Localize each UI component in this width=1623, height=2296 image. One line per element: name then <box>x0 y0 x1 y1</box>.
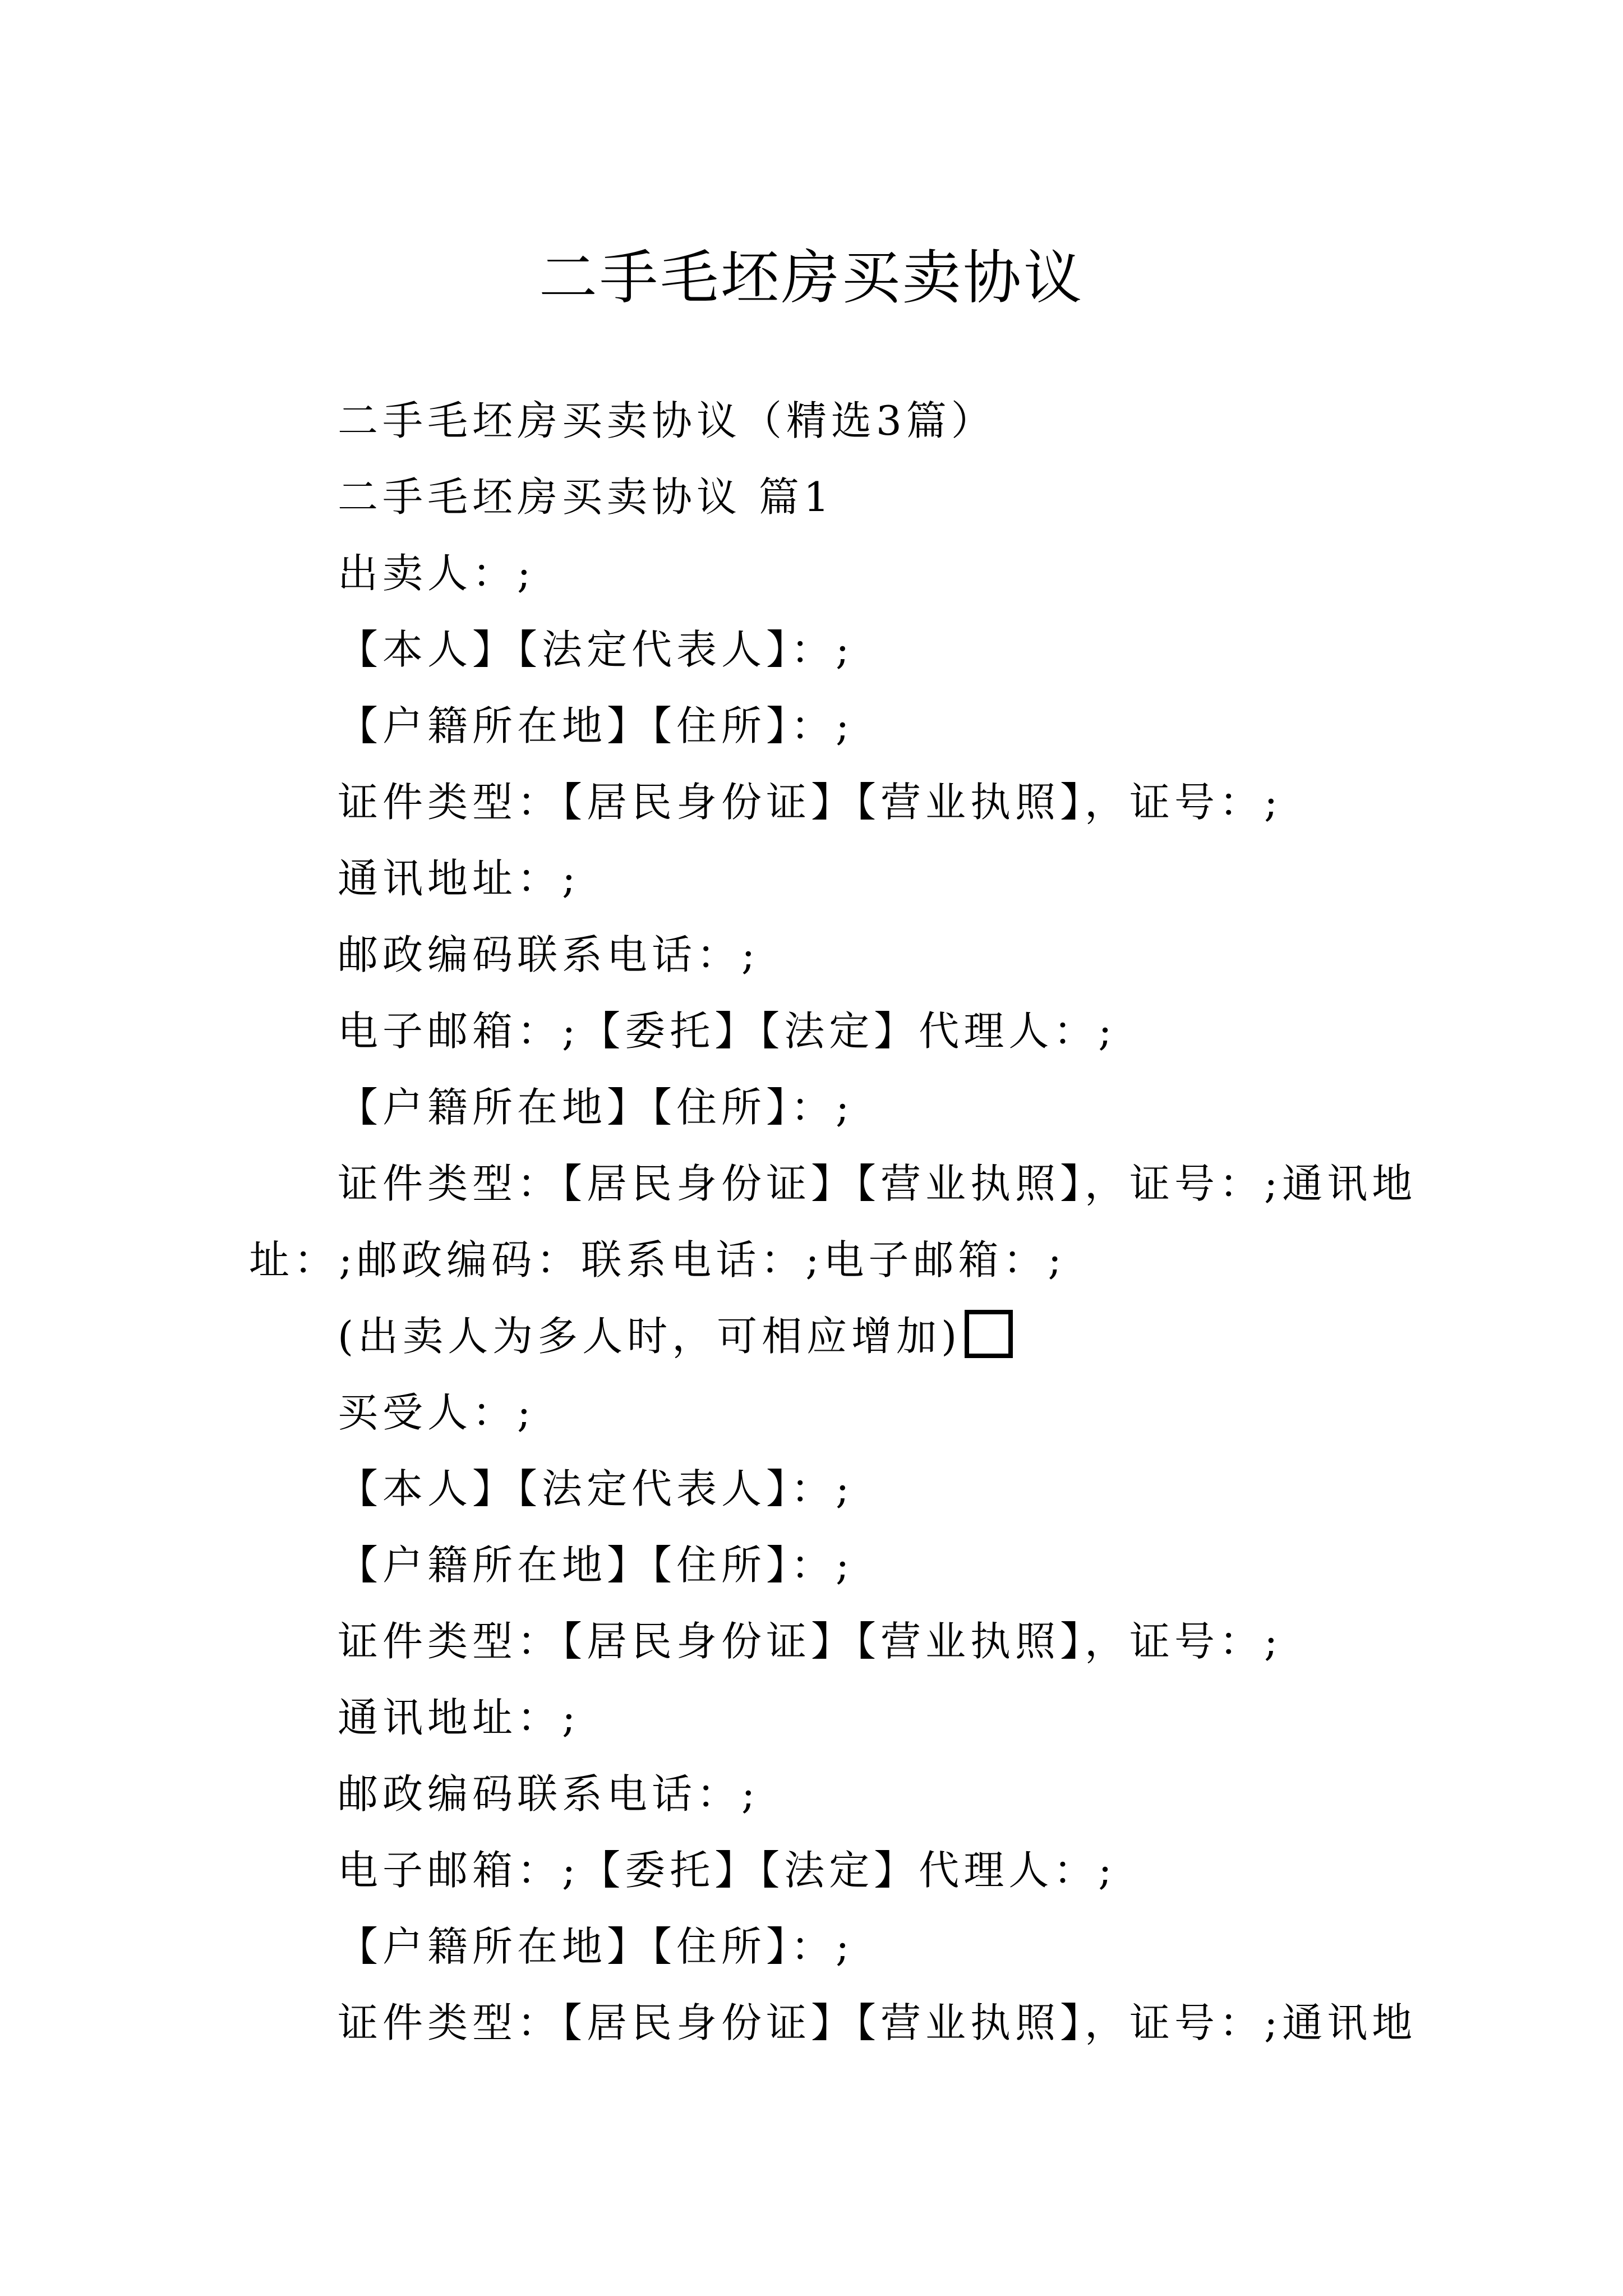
seller-residence: 【户籍所在地】【住所】：; <box>338 702 854 749</box>
document-body <box>249 383 1417 2061</box>
seller-note-line <box>249 1298 1382 1374</box>
document-title: 二手毛坯房买卖协议 <box>538 243 1084 312</box>
section-heading: 二手毛坯房买卖协议 篇1 <box>338 473 834 521</box>
checkbox[interactable] <box>965 1310 1013 1358</box>
seller-representative: 【本人】【法定代表人】：; <box>338 626 854 673</box>
seller-agent-residence: 【户籍所在地】【住所】：; <box>338 1084 854 1131</box>
seller-label: 出卖人：; <box>338 550 536 597</box>
buyer-postcode-phone: 邮政编码联系电话：; <box>338 1770 760 1818</box>
buyer-agent-residence: 【户籍所在地】【住所】：; <box>338 1923 854 1970</box>
seller-email-agent: 电子邮箱：;【委托】【法定】代理人：; <box>338 1007 1117 1055</box>
buyer-email-agent: 电子邮箱：;【委托】【法定】代理人：; <box>338 1847 1117 1894</box>
seller-note: (出卖人为多人时，可相应增加) <box>338 1313 962 1360</box>
seller-agent-contact: 址：;邮政编码：联系电话：;电子邮箱：; <box>249 1236 1066 1283</box>
buyer-address: 通讯地址：; <box>338 1694 580 1741</box>
buyer-agent-id-type: 证件类型：【居民身份证】【营业执照】，证号：;通讯地 <box>338 1999 1417 2046</box>
seller-address: 通讯地址：; <box>338 855 580 902</box>
seller-postcode-phone: 邮政编码联系电话：; <box>338 931 760 978</box>
seller-agent-id-type: 证件类型：【居民身份证】【营业执照】，证号：;通讯地 <box>338 1160 1417 1207</box>
buyer-representative: 【本人】【法定代表人】：; <box>338 1465 854 1512</box>
buyer-label: 买受人：; <box>338 1389 536 1436</box>
subtitle-line: 二手毛坯房买卖协议（精选3篇） <box>338 397 996 444</box>
buyer-id-type: 证件类型：【居民身份证】【营业执照】，证号：; <box>338 1618 1283 1665</box>
seller-id-type: 证件类型：【居民身份证】【营业执照】，证号：; <box>338 779 1283 826</box>
buyer-residence: 【户籍所在地】【住所】：; <box>338 1542 854 1589</box>
